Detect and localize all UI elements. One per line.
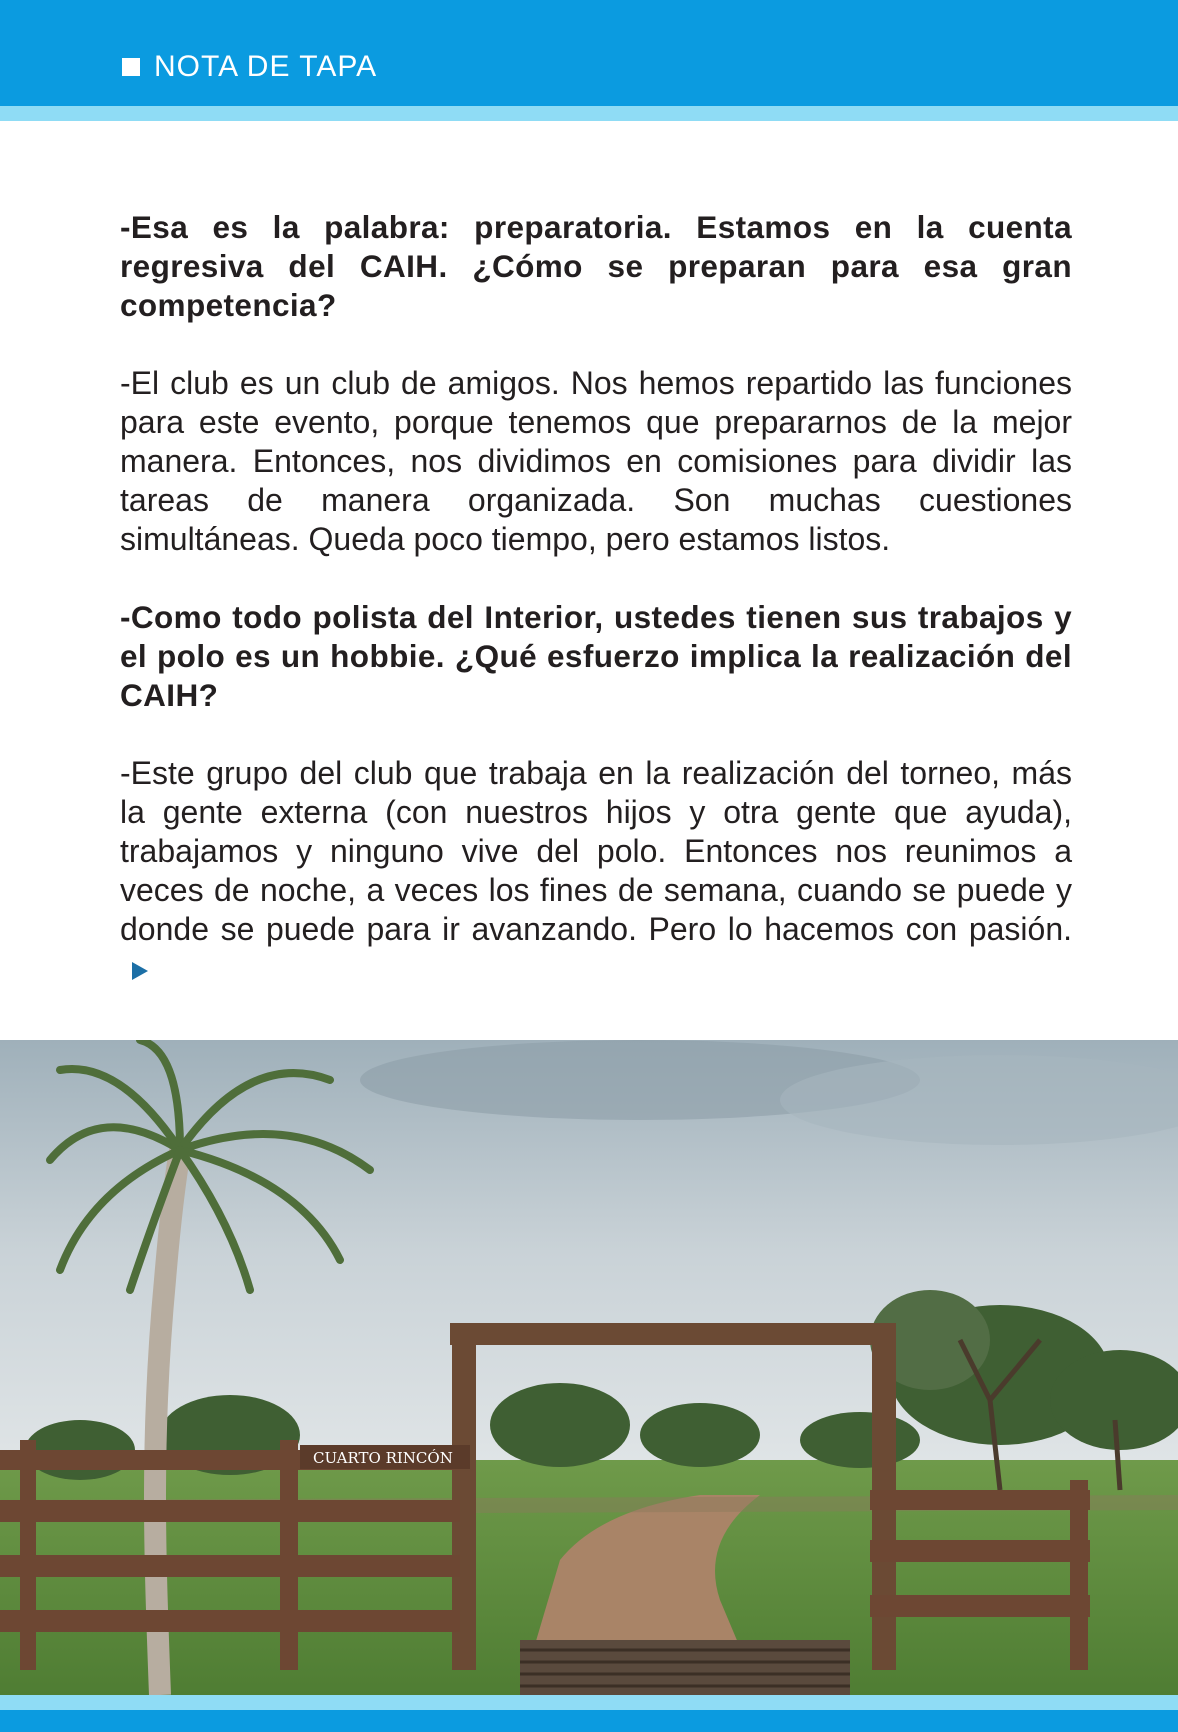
section-label-text: NOTA DE TAPA	[154, 50, 378, 83]
answer-1: -El club es un club de amigos. Nos hemos repartido las funciones para este evento, porque tenemos que prepararnos de la mejor manera. Entonces, nos dividimos en comisiones para dividir las tareas de manera organizada. Son muchas cuestiones simultáneas. Queda poco tiempo, pero estamos listos.	[120, 365, 1072, 557]
ranch-gate-photo	[0, 1040, 1178, 1695]
answer-2-text: -Este grupo del club que trabaja en la realización del torneo, más la gente externa (con nuestros hijos y otra gente que ayuda), trabajamos y ninguno vive del polo. Entonces nos reunimos a veces de noche, a veces los fines de semana, cuando se puede y donde se puede para ir avanzando. Pero lo hacemos con pasión.	[120, 755, 1072, 947]
answer-2	[120, 754, 1072, 988]
header-stripe	[0, 106, 1178, 121]
footer-bar	[0, 1710, 1178, 1732]
gate-sign-text: CUARTO RINCÓN	[313, 1449, 453, 1467]
question-2: -Como todo polista del Interior, ustedes tienen sus trabajos y el polo es un hobbie. ¿Qué esfuerzo implica la realización del CAIH?	[120, 599, 1072, 713]
square-bullet-icon	[122, 58, 140, 76]
photo-illustration	[0, 1040, 1178, 1695]
footer-stripe	[0, 1695, 1178, 1710]
header-bar	[0, 0, 1178, 106]
question-1: -Esa es la palabra: preparatoria. Estamos en la cuenta regresiva del CAIH. ¿Cómo se preparan para esa gran competencia?	[120, 209, 1072, 323]
section-label	[122, 50, 377, 84]
continue-arrow-icon	[132, 962, 148, 980]
article-body	[120, 208, 1072, 1027]
